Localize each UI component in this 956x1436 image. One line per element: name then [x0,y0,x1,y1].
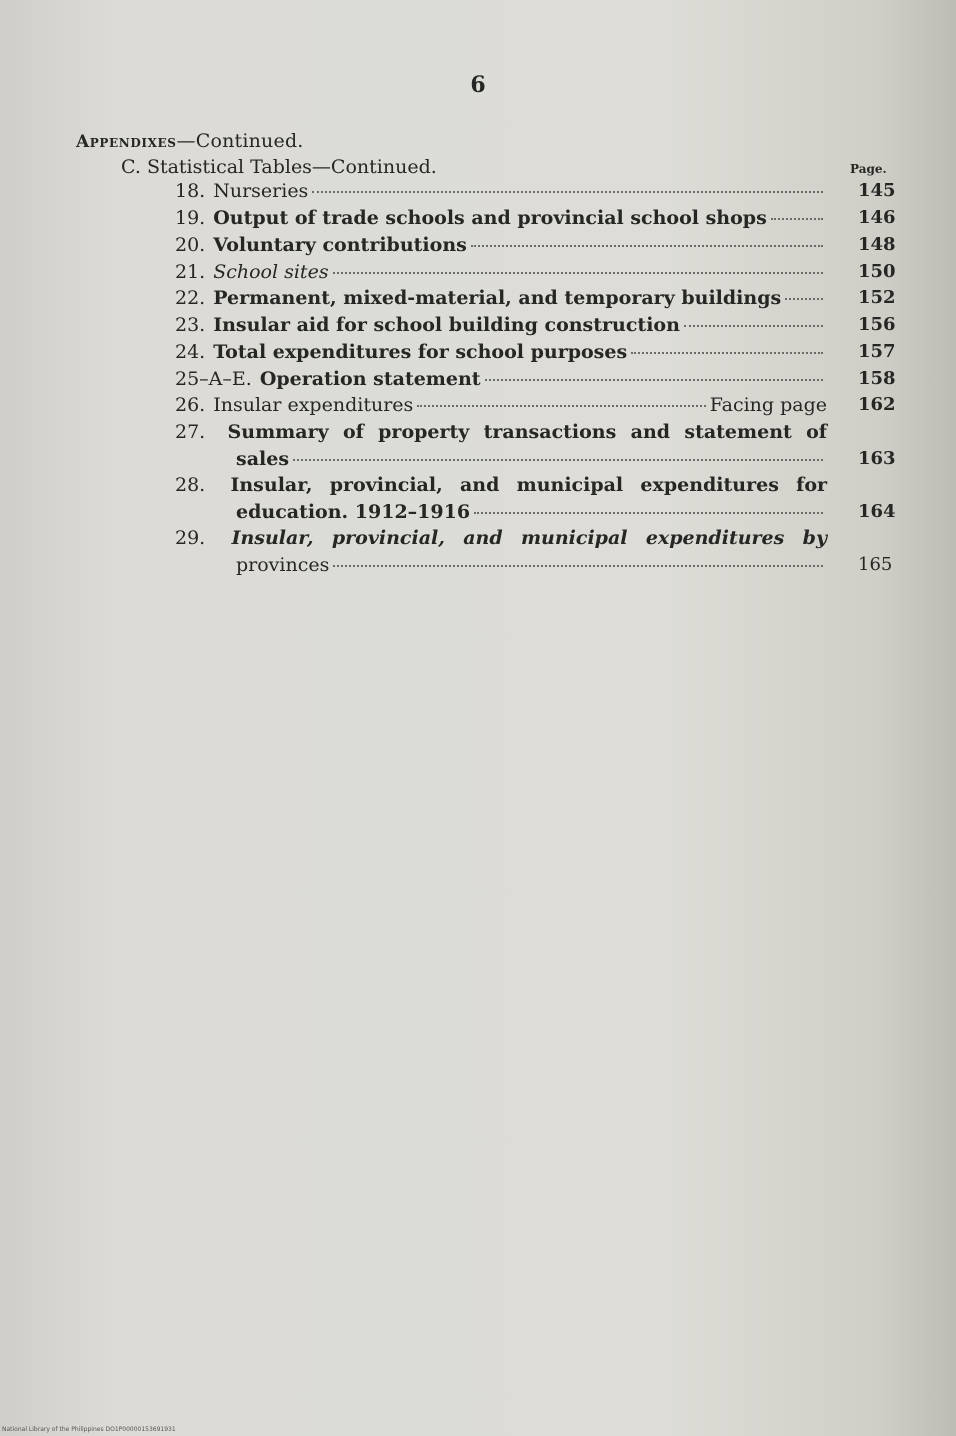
toc-entry-24 [175,339,827,365]
section-heading-title: Appendixes [76,132,177,152]
toc-entry-27 [175,419,827,445]
entry-number: 25–A–E. [175,368,252,390]
scan-footer: National Library of the Philippines DO1P00000153691931 [2,1426,176,1433]
entry-number: 18. [175,180,206,202]
toc-entry-19 [175,205,827,231]
entry-title: Insular, provincial, and municipal expenditures for [230,474,827,496]
entry-page-24: 157 [858,341,896,362]
entry-number: 22. [175,287,206,309]
toc-entry-25 [175,366,827,392]
toc-entry-23 [175,312,827,338]
entry-title: Insular, provincial, and municipal expenditures by [231,527,827,549]
dot-leader [293,459,823,461]
entry-page-18: 145 [858,180,896,201]
dot-leader [312,191,823,193]
entry-number: 21. [175,261,206,283]
dot-leader [684,325,823,327]
toc-entry-26 [175,392,827,418]
entry-page-25: 158 [858,368,896,389]
dot-leader [417,405,705,407]
entry-page-21: 150 [858,261,896,282]
entry-number: 23. [175,314,206,336]
entry-title: Insular aid for school building construction [213,314,680,336]
entry-page-26: 162 [858,394,896,415]
entry-title-continuation: provinces [236,554,330,576]
toc-entry-28 [175,472,827,498]
page-column-label: Page. [850,162,887,176]
entry-title: Insular expenditures [213,394,414,416]
facing-page-note: Facing page [709,394,827,416]
entry-number: 27. [175,421,206,443]
section-heading [76,130,304,152]
entry-title: Permanent, mixed-material, and temporary buildings [213,287,782,309]
dot-leader [471,245,823,247]
dot-leader [333,565,823,567]
entry-title: School sites [213,261,329,283]
toc-entry-28-continuation [236,499,827,525]
page-number: 6 [470,72,486,98]
toc-entry-18 [175,178,827,204]
dot-leader [771,218,823,220]
dot-leader [785,298,823,300]
dot-leader [333,272,823,274]
section-heading-continued: —Continued. [176,130,304,152]
entry-number: 29. [175,527,206,549]
entry-title: Summary of property transactions and statement of [227,421,827,443]
toc-entry-29 [175,525,827,551]
entry-number: 19. [175,207,206,229]
toc-entry-27-continuation [236,446,827,472]
toc-entry-29-continuation [236,552,827,578]
toc-entry-21 [175,259,827,285]
dot-leader [485,379,823,381]
entry-title-continuation: education. 1912–1916 [236,501,471,523]
entry-title: Nurseries [213,180,309,202]
entry-number: 26. [175,394,206,416]
entry-page-20: 148 [858,234,896,255]
entry-page-29: 165 [858,554,893,575]
sub-heading: C. Statistical Tables—Continued. [121,156,437,178]
entry-number: 28. [175,474,206,496]
entry-number: 24. [175,341,206,363]
entry-title: Output of trade schools and provincial school shops [213,207,767,229]
entry-title: Operation statement [259,368,481,390]
dot-leader [474,512,823,514]
toc-entry-20 [175,232,827,258]
entry-title: Total expenditures for school purposes [213,341,628,363]
toc-entry-22 [175,285,827,311]
entry-page-23: 156 [858,314,896,335]
entry-title-continuation: sales [236,448,290,470]
entry-title: Voluntary contributions [213,234,467,256]
entry-page-27: 163 [858,448,896,469]
entry-page-22: 152 [858,287,896,308]
entry-number: 20. [175,234,206,256]
entry-page-28: 164 [858,501,896,522]
dot-leader [631,352,823,354]
entry-page-19: 146 [858,207,896,228]
